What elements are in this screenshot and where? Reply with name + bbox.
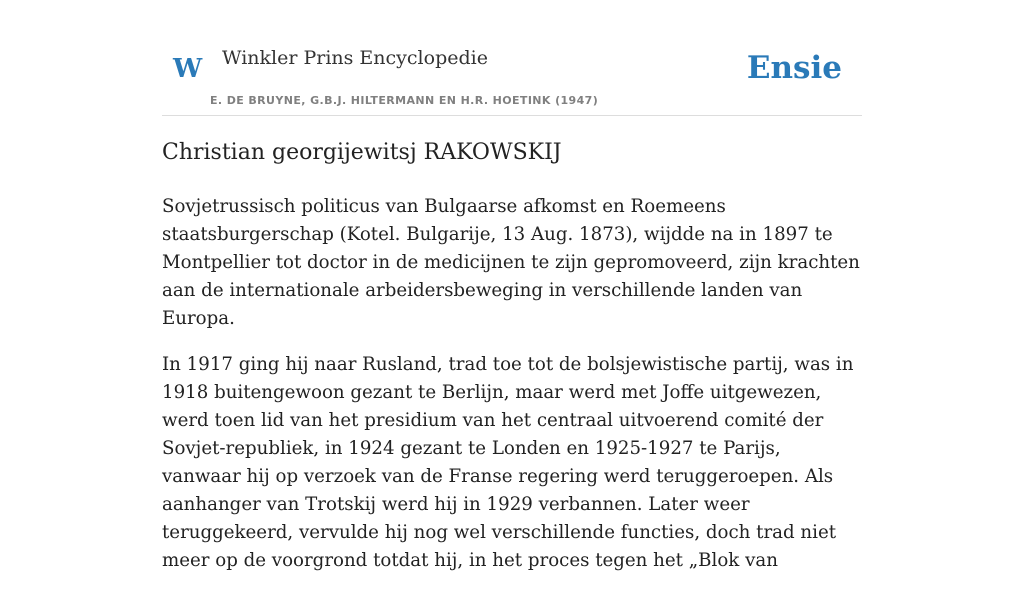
winkler-prins-logo[interactable]: W [173,54,203,84]
entry-paragraph: Sovjetrussisch politicus van Bulgaarse afkomst en Roemeens staatsburgerschap (Kotel. Bulgarije, 13 Aug. 1873), wijdde na in 1897 te Montpellier tot doctor in de medicijnen te zijn gepromoveerd, zijn krachten aan de internationale arbeidersbeweging in verschillende landen van Europa. [162,196,860,329]
entry-paragraph: In 1917 ging hij naar Rusland, trad toe tot de bolsjewistische partij, was in 1918 buitengewoon gezant te Berlijn, maar werd met Joffe uitgewezen, werd toen lid van het presidium van het centraal uitvoerend comité der Sovjet-republiek, in 1924 gezant te Londen en 1925-1927 te Parijs, vanwaar hij op verzoek van de Franse regering werd teruggeroepen. Als aanhanger van Trotskij werd hij in 1929 verbannen. Later weer teruggekeerd, vervulde hij nog wel verschillende functies, doch trad niet meer op de voorgrond totdat hij, in het proces tegen het „Blok van [162,354,854,571]
source-authors: E. DE BRUYNE, G.B.J. HILTERMANN EN H.R. HOETINK (1947) [210,94,599,107]
source-title[interactable]: Winkler Prins Encyclopedie [222,47,488,69]
source-header [162,40,862,116]
entry-body [162,193,862,593]
ensie-brand-logo[interactable]: Ensie [746,50,842,86]
entry-title: Christian georgijewitsj RAKOWSKIJ [162,140,562,165]
